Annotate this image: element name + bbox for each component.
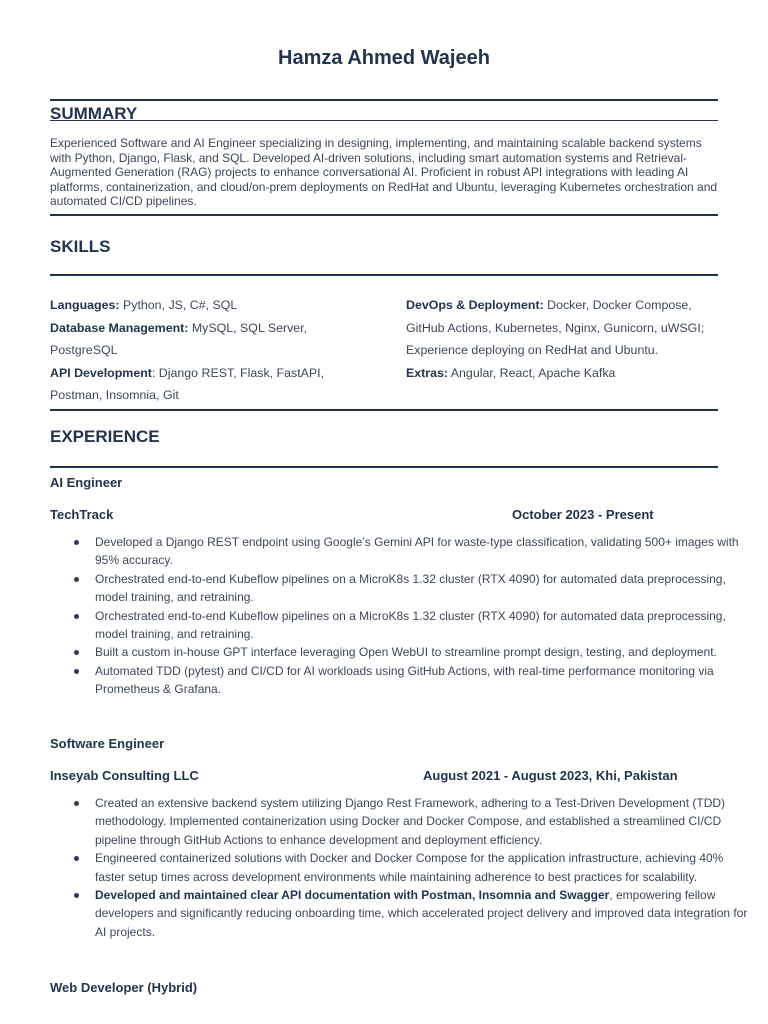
bullet-text: Automated TDD (pytest) and CI/CD for AI workloads using GitHub Actions, with real-time performance monitoring via Prometheus & Grafana. — [95, 663, 714, 697]
section-rule — [50, 409, 718, 411]
list-item — [95, 662, 750, 699]
skill-label: Database Management: — [50, 320, 189, 335]
section-rule — [50, 274, 718, 276]
summary-text: Experienced Software and AI Engineer specializing in designing, implementing, and maintaining scalable backend systems with Python, Django, Flask, and SQL. Developed AI-driven solutions, including smart automation systems and Retrieval-Augmented Generation (RAG) projects to enhance conversational AI. Proficient in robust API integrations with leading AI platforms, containerization, and cloud/on-prem deployments on RedHat and Ubuntu, leveraging Kubernetes orchestration and automated CI/CD pipelines. — [50, 136, 718, 209]
job-role: AI Engineer — [50, 475, 123, 490]
job-company: TechTrack — [50, 507, 114, 522]
experience-heading: EXPERIENCE — [50, 427, 160, 446]
skill-value: Python, JS, C#, SQL — [119, 298, 238, 312]
candidate-name: Hamza Ahmed Wajeeh — [278, 47, 490, 69]
list-item — [95, 794, 750, 849]
bullet-text: Orchestrated end-to-end Kubeflow pipelines on a MicroK8s 1.32 cluster (RTX 4090) for automated data preprocessing, model training, and retraining. — [95, 571, 726, 605]
section-rule — [50, 466, 718, 468]
job-bullets — [50, 794, 750, 941]
skill-label: Languages: — [50, 298, 120, 312]
bullet-text: , empowering fellow developers and significantly reducing onboarding time, which accelerated project delivery and improved data integration for AI projects. — [95, 888, 748, 939]
skills-heading: SKILLS — [50, 237, 111, 256]
job-role: Software Engineer — [50, 736, 165, 751]
list-item — [95, 643, 750, 661]
skill-database — [50, 317, 350, 362]
summary-heading: SUMMARY — [50, 104, 138, 123]
skill-label: DevOps & Deployment: — [406, 298, 544, 312]
bullet-text: Engineered containerized solutions with Docker and Docker Compose for the application infrastructure, achieving 40% faster setup times across development environments while maintaining adherence to best practices for scalability. — [95, 851, 724, 884]
job-date: October 2023 - Present — [512, 507, 654, 522]
skill-label: API Development — [50, 365, 152, 380]
bullet-text: Created an extensive backend system utilizing Django Rest Framework, adhering to a Test-Driven Development (TDD) methodology. Implemented containerization using Docker and Docker Compose, and established a streamlined CI/CD pipeline through GitHub Actions to enhance development and deployment efficiency. — [95, 796, 726, 847]
skills-left-column — [50, 294, 350, 407]
skill-devops — [406, 294, 718, 362]
skill-value: : Django REST, Flask, FastAPI, Postman, Insomnia, Git — [50, 365, 325, 402]
list-item — [95, 533, 750, 570]
list-item — [95, 849, 750, 886]
section-rule — [50, 214, 718, 216]
skill-languages — [50, 294, 350, 317]
skill-api — [50, 362, 350, 407]
skill-label: Extras: — [406, 365, 449, 380]
list-item — [95, 607, 750, 644]
bullet-text: Orchestrated end-to-end Kubeflow pipelines on a MicroK8s 1.32 cluster (RTX 4090) for automated data preprocessing, model training, and retraining. — [95, 608, 726, 642]
list-item — [95, 886, 750, 941]
job-date: August 2021 - August 2023, Khi, Pakistan — [423, 768, 678, 783]
skill-value: Docker, Docker Compose, GitHub Actions, Kubernetes, Nginx, Gunicorn, uWSGI; Experience deploying on RedHat and Ubuntu. — [406, 298, 705, 357]
bullet-bold-text: Developed and maintained clear API documentation with Postman, Insomnia and Swagger — [95, 888, 610, 903]
section-rule — [50, 99, 718, 101]
job-role: Web Developer (Hybrid) — [50, 980, 198, 995]
bullet-text: Developed a Django REST endpoint using Google’s Gemini API for waste-type classification, validating 500+ images with 95% accuracy. — [95, 535, 739, 568]
skill-value: MySQL, SQL Server, PostgreSQL — [50, 320, 308, 357]
job-company: Inseyab Consulting LLC — [50, 768, 199, 783]
skill-extras — [406, 362, 718, 385]
job-bullets — [50, 533, 750, 699]
skill-value: Angular, React, Apache Kafka — [448, 365, 616, 380]
bullet-text: Built a custom in-house GPT interface leveraging Open WebUI to streamline prompt design, testing, and deployment. — [95, 645, 717, 660]
section-rule — [50, 120, 718, 121]
skills-right-column — [406, 294, 718, 384]
list-item — [95, 570, 750, 607]
